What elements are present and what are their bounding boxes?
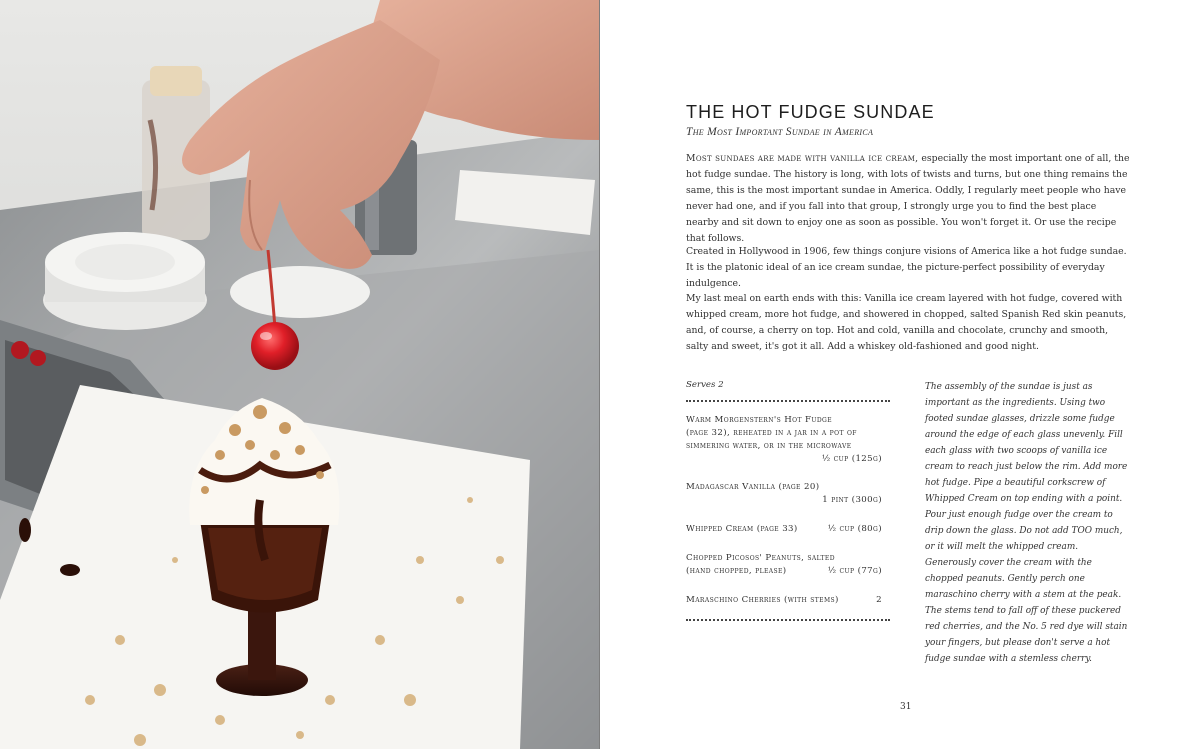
ingredient-quantity: 1 pint (300g) <box>822 495 882 505</box>
intro-paragraph-3: My last meal on earth ends with this: Vanilla ice cream layered with hot fudge, covered with whipped cream, more hot fudge, and showered in chopped, salted Spanish Red skin peanuts, and, of course, a cherry on top. Hot and cold, vanilla and chocolate, crunchy and smooth, salty and sweet, it's got it all. Add a whiskey old-fashioned and good night. <box>686 293 1127 352</box>
recipe-page <box>600 0 1200 749</box>
ingredients-list <box>686 380 890 621</box>
dotted-rule-bottom <box>686 619 890 621</box>
ingredient-line: Madagascar Vanilla (page 20) <box>686 482 820 492</box>
ingredient-line: simmering water, or in the microwave <box>686 441 852 451</box>
ingredient-line: (hand chopped, please) <box>686 566 787 576</box>
recipe-title: THE HOT FUDGE SUNDAE <box>686 102 935 122</box>
ingredient-hot-fudge <box>686 414 890 466</box>
serves-label: Serves 2 <box>686 380 724 390</box>
ingredient-line: (page 32), reheated in a jar in a pot of <box>686 428 857 438</box>
intro-lead-in: Most sundaes are made with vanilla ice cream, <box>686 153 919 164</box>
ingredient-line: Warm Morgenstern's Hot Fudge <box>686 415 833 425</box>
ingredient-vanilla <box>686 481 890 507</box>
ingredient-line: Maraschino Cherries (with stems) <box>686 595 839 605</box>
ingredient-cherries <box>686 594 890 607</box>
ingredient-quantity: 2 <box>876 595 882 605</box>
page-number: 31 <box>900 702 912 712</box>
ingredient-line: Chopped Picosos' Peanuts, salted <box>686 553 835 563</box>
recipe-subtitle: The Most Important Sundae in America <box>686 126 874 138</box>
dotted-rule-top <box>686 400 890 402</box>
intro-paragraph-1 <box>686 151 1130 247</box>
ingredient-line: Whipped Cream (page 33) <box>686 524 798 534</box>
ingredient-whipped-cream <box>686 523 890 536</box>
method-paragraph: The assembly of the sundae is just as important as the ingredients. Using two footed sundae glasses, drizzle some fudge around the edge of each glass unevenly. Fill each glass with two scoops of vanilla ice cream to reach just below the rim. Add more hot fudge. Pipe a beautiful corkscrew of Whipped Cream on top ending with a point. Pour just enough fudge over the cream to drip down the glass. Do not add TOO much, or it will melt the whipped cream. Generously cover the cream with the chopped peanuts. Gently perch one maraschino cherry with a stem at the peak. The stems tend to fall off of these puckered red cherries, and the No. 5 red dye will stain your fingers, but please don't serve a hot fudge sundae with a stemless cherry. <box>925 382 1128 664</box>
ingredient-quantity: ½ cup (125g) <box>821 454 882 464</box>
ingredient-quantity: ½ cup (77g) <box>827 566 882 576</box>
ingredient-peanuts <box>686 552 890 578</box>
ingredient-quantity: ½ cup (80g) <box>827 524 882 534</box>
intro-paragraph-1-text: especially the most important one of all, the hot fudge sundae. The history is long, with lots of twists and turns, but one thing remains the same, this is the most important sundae in America. Oddly, I regularly meet people who have never had one, and if you fall into that group, I strongly urge you to find the best place nearby and sit down to enjoy one as soon as possible. You won't forget it. Or use the recipe that follows. <box>686 153 1130 244</box>
intro-paragraph-2: Created in Hollywood in 1906, few things conjure visions of America like a hot fudge sundae. It is the platonic ideal of an ice cream sundae, the picture-perfect possibility of everyday indulgence. <box>686 246 1127 289</box>
